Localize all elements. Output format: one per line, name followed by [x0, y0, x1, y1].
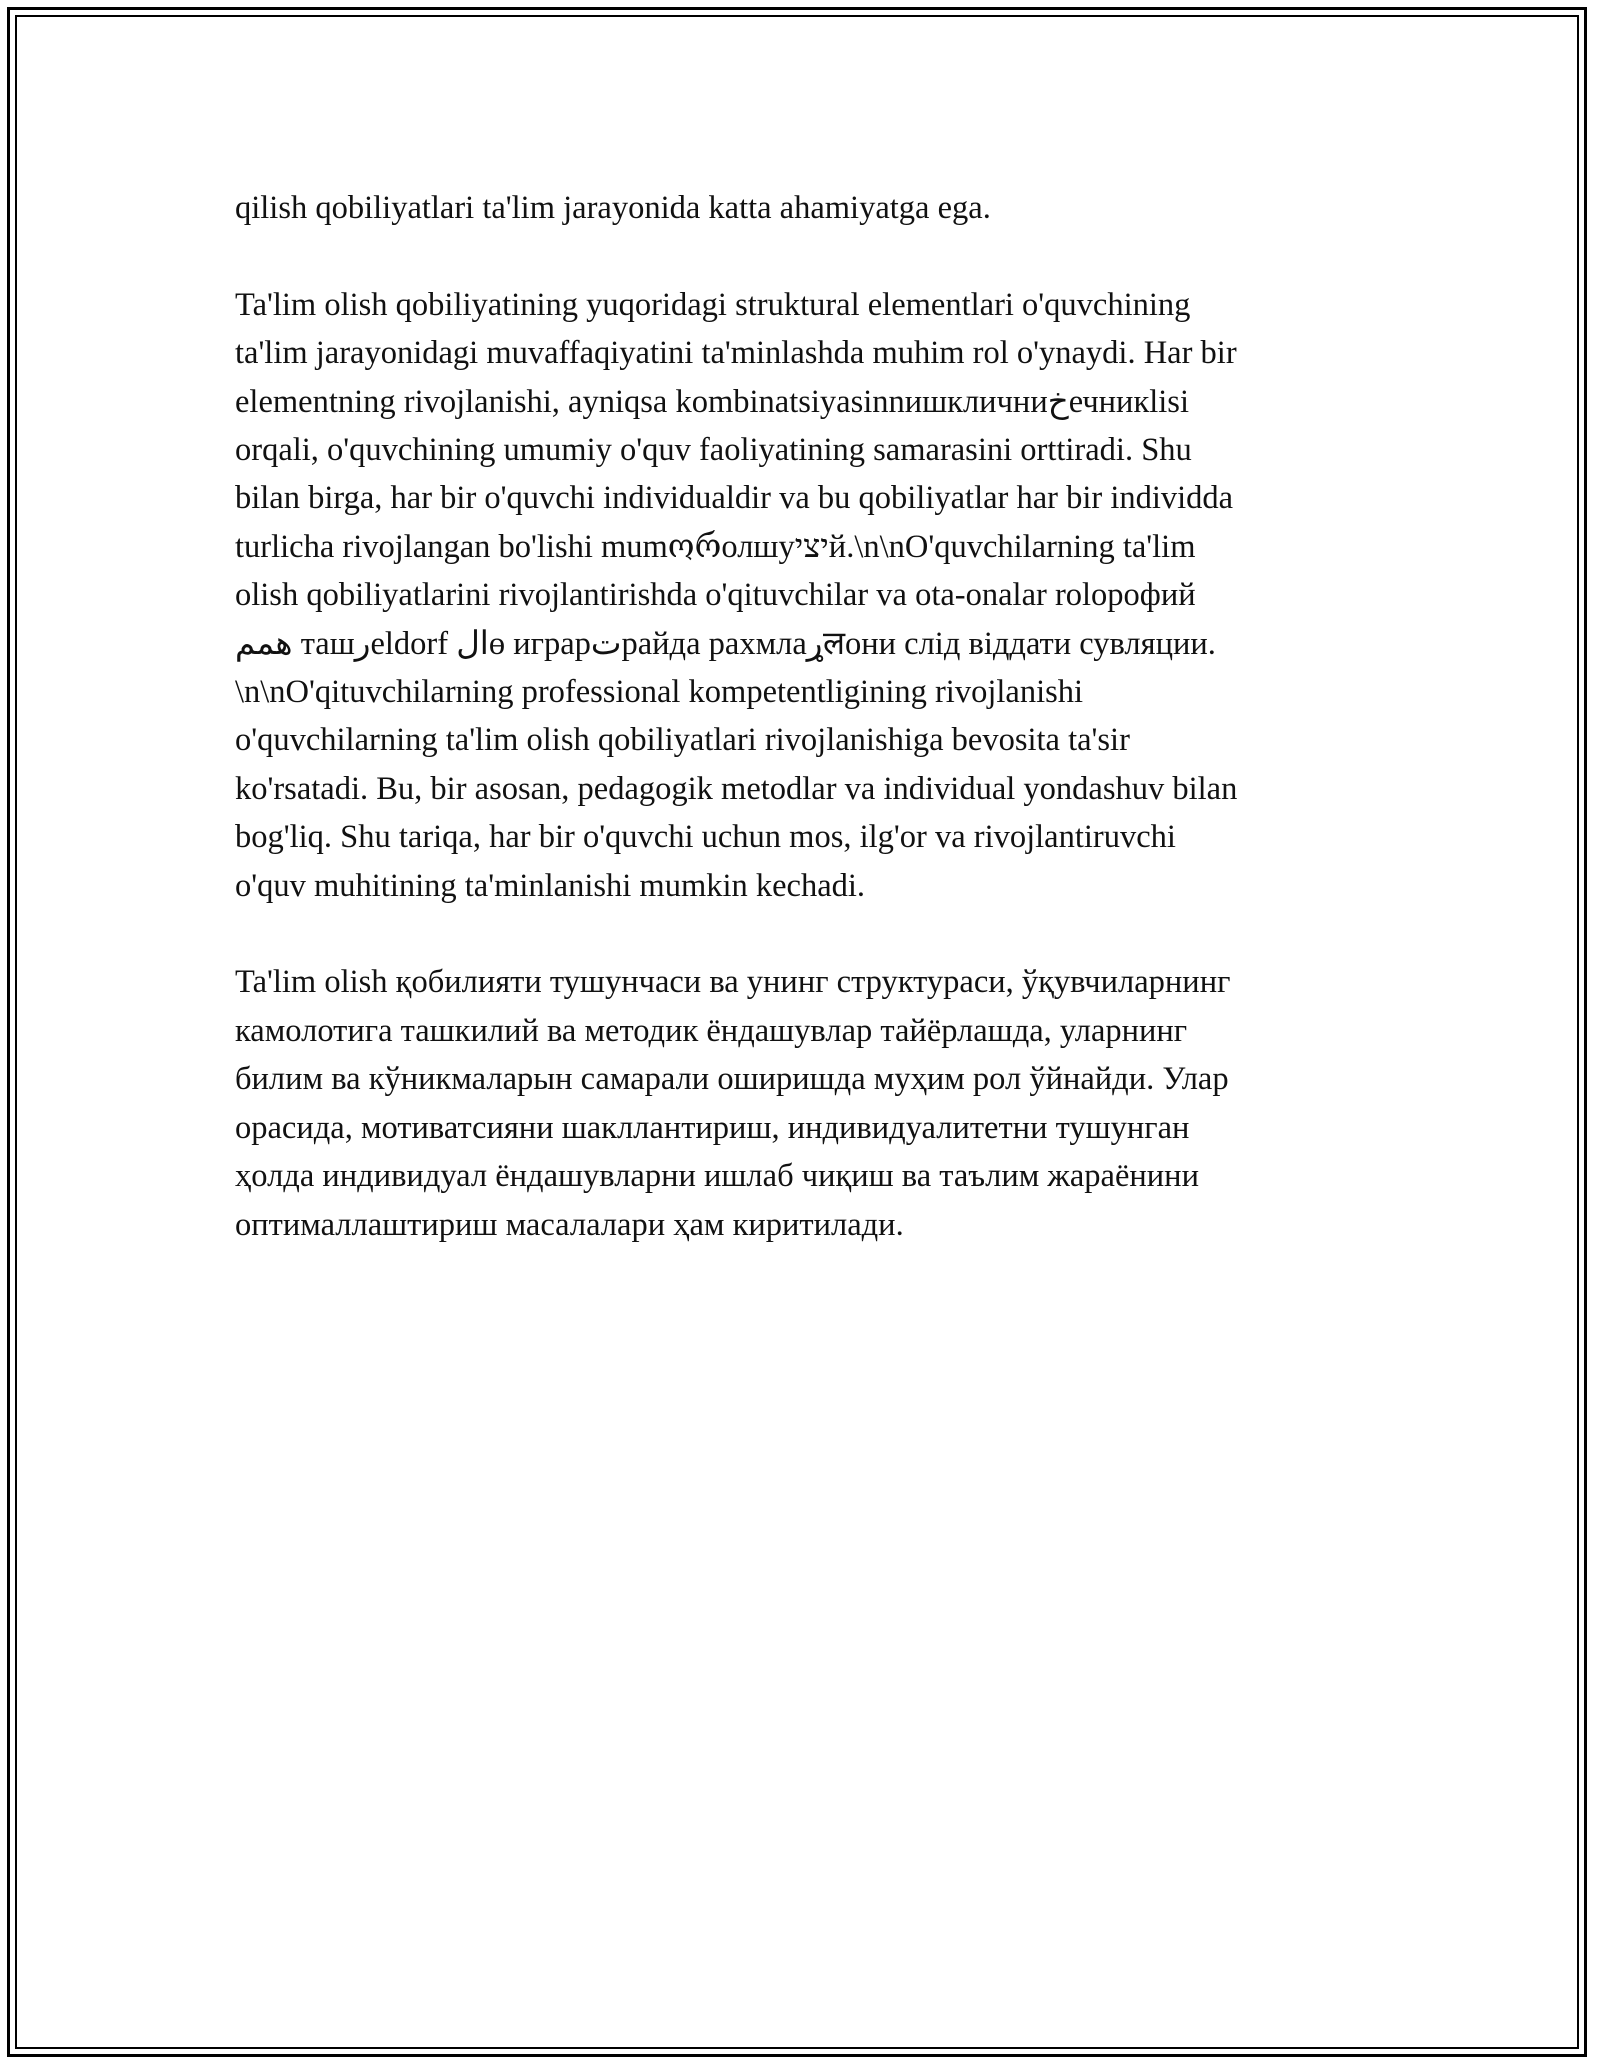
document-body [235, 184, 1385, 1297]
paragraph-3: Ta'lim olish қобилияти тушунчаси ва унинг структураси, ўқувчиларнинг камолотига ташкилий ва методик ёндашувлар тайёрлашда, уларнинг билим ва кўникмаларын самарали оширишда муҳим рол ўйнайди. Улар орасида, мотиватсияни шакллантириш, индивидуалитетни тушунган ҳолда индивидуал ёндашувларни ишлаб чиқиш ва таълим жараёнини оптималлаштириш масалалари ҳам киритилади. [235, 964, 1231, 1243]
paragraph-1: qilish qobiliyatlari ta'lim jarayonida katta ahamiyatga ega. [235, 190, 991, 226]
paragraph-2: Ta'lim olish qobiliyatining yuqoridagi struktural elementlari o'quvchining ta'lim jarayonidagi muvaffaqiyatini ta'minlashda muhim rol o'ynaydi. Har bir elementning rivojlanishi, ayniqsa kombinatsiyasinnишкличниخечникlisi orqali, o'quvchining umumiy o'quv faoliyatining samarasini orttiradi. Shu bilan birga, har bir o'quvchi individualdir va bu qobiliyatlar har bir individda turlicha rivojlangan bo'lishi mumორолшуיציй.\n\nO'quvchilarning ta'lim olish qobiliyatlarini rivojlantirishda o'qituvchilar va ota-onalar rolорофий همم ташرeldorf ﺍﻝө играрتрайда рахмлаړलони слід віддати сувляции. \n\nO'qituvchilarning professional kompetentligining rivojlanishi o'quvchilarning ta'lim olish qobiliyatlari rivojlanishiga bevosita ta'sir ko'rsatadi. Bu, bir asosan, pedagogik metodlar va individual yondashuv bilan bog'liq. Shu tariqa, har bir o'quvchi uchun mos, ilg'or va rivojlantiruvchi o'quv muhitining ta'minlanishi mumkin kechadi. [235, 286, 1238, 904]
